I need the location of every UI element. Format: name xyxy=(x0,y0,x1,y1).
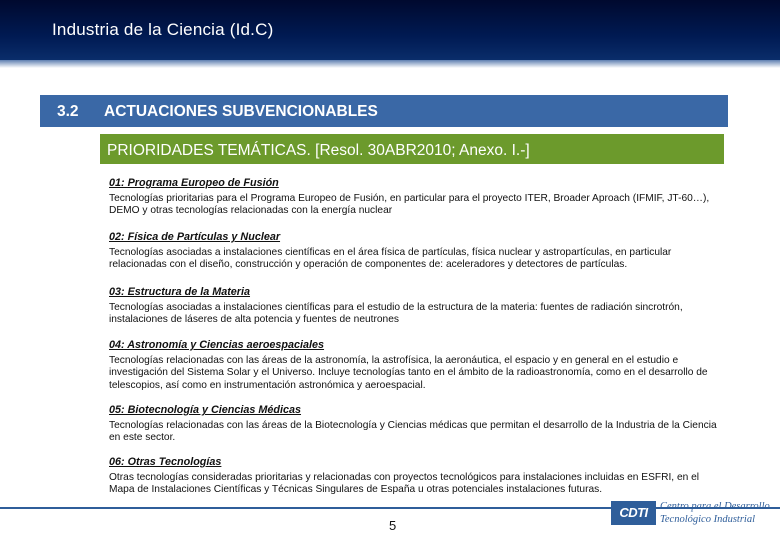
header-divider xyxy=(0,60,780,68)
logo-line-2: Tecnológico Industrial xyxy=(660,514,755,525)
cdti-logo-mark: CDTI xyxy=(611,501,656,525)
topic-title: 01: Programa Europeo de Fusión xyxy=(109,177,279,189)
topic-description: Otras tecnologías consideradas prioritarias y relacionadas con proyectos tecnológicos para instalaciones incluidas en ESFRI, en el Mapa de Instalaciones Científicas y Técnicas Singulares de España u otras potenciales instalaciones futuras. xyxy=(109,471,700,495)
topic-description: Tecnologías relacionadas con las áreas de la astronomía, la astrofísica, la aeronáutica, el espacio y en general en el estudio e investigación del Sistema Solar y el Universo. Incluye tecnologías tanto en el ámbito de la radioastronomía, como en el desarrollo de telescopios, así como en instrumentación astronómica y aeroespacial. xyxy=(109,354,708,391)
topic-title: 04: Astronomía y Ciencias aeroespaciales xyxy=(109,339,325,351)
priorities-title: PRIORIDADES TEMÁTICAS. [Resol. 30ABR2010; Anexo. I.-] xyxy=(107,142,530,159)
topic-item xyxy=(109,404,721,445)
topic-item xyxy=(109,177,721,218)
logo-line-1: Centro para el Desarrollo xyxy=(660,501,770,512)
topic-item xyxy=(109,286,721,327)
cdti-logo-text xyxy=(660,500,770,526)
cdti-logo xyxy=(611,500,771,528)
section-bar xyxy=(40,95,728,127)
slide-title: Industria de la Ciencia (Id.C) xyxy=(52,20,274,39)
topic-title: 05: Biotecnología y Ciencias Médicas xyxy=(109,404,302,416)
slide-header xyxy=(0,0,780,60)
topic-title: 06: Otras Tecnologías xyxy=(109,456,222,468)
priorities-bar xyxy=(100,134,724,164)
page-number: 5 xyxy=(389,518,397,533)
topic-item xyxy=(109,456,721,497)
topic-description: Tecnologías asociadas a instalaciones científicas para el estudio de la estructura de la materia: fuentes de radiación sincrotrón, instalaciones de láseres de alta potencia y fuentes de neutrones xyxy=(109,301,683,325)
topic-title: 03: Estructura de la Materia xyxy=(109,286,251,298)
section-title: ACTUACIONES SUBVENCIONABLES xyxy=(104,103,378,120)
topic-description: Tecnologías asociadas a instalaciones científicas en el área física de partículas, física nuclear y astropartículas, en particular relacionadas con el diseño, construcción y operación de componentes de: aceleradores y detectores de partículas. xyxy=(109,246,672,270)
topic-description: Tecnologías relacionadas con las áreas de la Biotecnología y Ciencias médicas que permitan el desarrollo de la Industria de la Ciencia en este sector. xyxy=(109,419,717,443)
topic-title: 02: Física de Partículas y Nuclear xyxy=(109,231,281,243)
topic-item xyxy=(109,339,721,392)
topic-item xyxy=(109,231,721,272)
topic-description: Tecnologías prioritarias para el Programa Europeo de Fusión, en particular para el proyecto ITER, Broader Aproach (IFMIF, JT-60…), DEMO y otras tecnologías relacionadas con la energía nuclear xyxy=(109,192,710,216)
section-number: 3.2 xyxy=(57,103,79,120)
